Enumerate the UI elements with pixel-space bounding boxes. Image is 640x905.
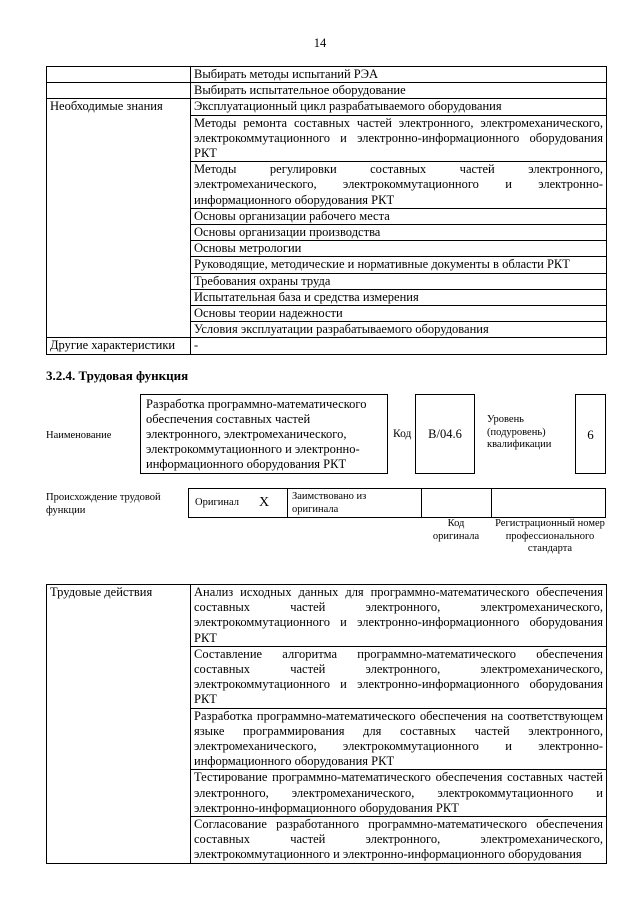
code-caption: Код оригинала <box>432 518 480 542</box>
row-label <box>47 241 191 257</box>
table-row <box>47 257 607 273</box>
row-label <box>47 225 191 241</box>
action-item: Согласование разработанного программно-математического обеспечения составных частей электронного, электромеханического, электрокоммутационного и электронно-информационного оборудования <box>191 817 607 864</box>
row-text: Основы теории надежности <box>191 306 607 322</box>
row-label <box>47 289 191 305</box>
table-row <box>47 289 607 305</box>
origin-reg-box <box>491 488 606 518</box>
table-row <box>47 322 607 338</box>
table-row <box>47 208 607 224</box>
code-label: Код <box>393 428 412 440</box>
row-text: Руководящие, методические и нормативные документы в области РКТ <box>191 257 607 273</box>
table-row <box>47 273 607 289</box>
name-value-box <box>140 394 388 474</box>
page-number: 14 <box>313 36 327 50</box>
name-value: Разработка программно-математического обеспечения составных частей электронного, электромеханического, электрокоммутационного и электронно-информационного оборудования РКТ <box>146 397 367 471</box>
row-label <box>47 83 191 99</box>
name-label: Наименование <box>46 430 112 441</box>
row-text: Основы организации производства <box>191 225 607 241</box>
row-label <box>47 257 191 273</box>
action-item: Составление алгоритма программно-математического обеспечения составных частей электронного, электромеханического, электрокоммутационного и электронно-информационного оборудования РКТ <box>191 646 607 708</box>
actions-label: Трудовые действия <box>47 585 191 864</box>
row-text: Выбирать испытательное оборудование <box>191 83 607 99</box>
table-row <box>47 162 607 209</box>
row-label <box>47 115 191 162</box>
row-text: Основы метрологии <box>191 241 607 257</box>
table-row <box>47 338 607 354</box>
borrowed-label: Заимствовано из оригинала <box>292 491 367 515</box>
origin-original-box <box>188 488 288 518</box>
row-label <box>47 306 191 322</box>
original-label: Оригинал <box>195 497 239 508</box>
row-text: Выбирать методы испытаний РЭА <box>191 67 607 83</box>
row-label <box>47 322 191 338</box>
row-text: Основы организации рабочего места <box>191 208 607 224</box>
origin-borrowed-box <box>287 488 422 518</box>
level-value-box <box>575 394 606 474</box>
row-text: Испытательная база и средства измерения <box>191 289 607 305</box>
table-row <box>47 585 607 647</box>
table-row <box>47 67 607 83</box>
actions-table <box>46 584 607 864</box>
row-text: - <box>191 338 607 354</box>
original-mark: X <box>259 495 270 510</box>
row-text: Эксплуатационный цикл разрабатываемого оборудования <box>191 99 607 115</box>
row-label <box>47 208 191 224</box>
table-row <box>47 241 607 257</box>
level-label: Уровень (подуровень) квалификации <box>487 414 552 450</box>
origin-code-box <box>421 488 492 518</box>
level-value: 6 <box>587 427 594 442</box>
row-label: Другие характеристики <box>47 338 191 354</box>
row-text: Требования охраны труда <box>191 273 607 289</box>
table-row <box>47 306 607 322</box>
knowledge-table <box>46 66 607 355</box>
action-item: Разработка программно-математического обеспечения на соответствующем языке программирования для составных частей электронного, электромеханического, электрокоммутационного и электронно-информационного оборудования РКТ <box>191 708 607 770</box>
row-text: Методы ремонта составных частей электронного, электромеханического, электрокоммутационного и электронно-информационного оборудования РКТ <box>191 115 607 162</box>
code-value: B/04.6 <box>428 427 462 441</box>
table-row <box>47 83 607 99</box>
section-title: 3.2.4. Трудовая функция <box>46 368 189 383</box>
row-label: Необходимые знания <box>47 99 191 115</box>
table-row <box>47 115 607 162</box>
row-label <box>47 162 191 209</box>
row-text: Методы регулировки составных частей электронного, электромеханического, электрокоммутационного и электронно-информационного оборудования РКТ <box>191 162 607 209</box>
row-text: Условия эксплуатации разрабатываемого оборудования <box>191 322 607 338</box>
row-label <box>47 273 191 289</box>
action-item: Тестирование программно-математического обеспечения составных частей электронного, электромеханического, электрокоммутационного и электронно-информационного оборудования РКТ <box>191 770 607 817</box>
table-row <box>47 99 607 115</box>
reg-caption: Регистрационный номер профессионального стандарта <box>495 518 605 554</box>
code-value-box <box>415 394 475 474</box>
row-label <box>47 67 191 83</box>
table-row <box>47 225 607 241</box>
origin-label: Происхождение трудовой функции <box>46 492 161 516</box>
action-item: Анализ исходных данных для программно-математического обеспечения составных частей электронного, электромеханического, электрокоммутационного и электронно-информационного оборудования РКТ <box>191 585 607 647</box>
